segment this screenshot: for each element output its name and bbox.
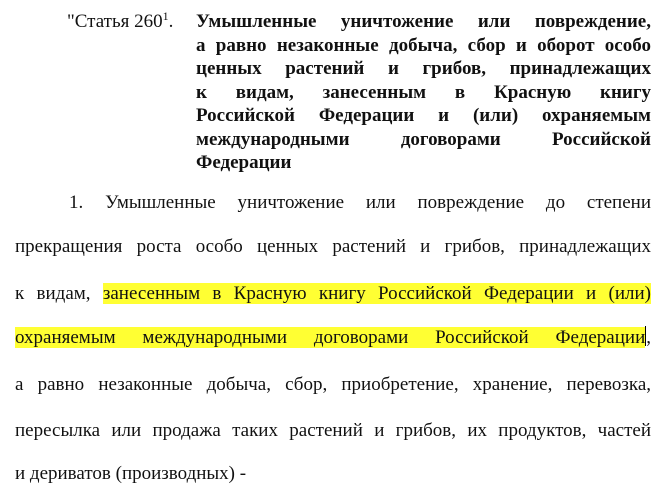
paragraph-line: прекращения роста особо ценных растений и грибов, принадлежащих xyxy=(15,236,651,257)
highlighted-text[interactable]: охраняемым международными договорами Российской Федерации xyxy=(15,327,646,348)
article-number-superscript: 1 xyxy=(162,9,169,23)
heading-line: международными договорами Российской xyxy=(196,128,651,150)
heading-line: а равно незаконные добыча, сбор и оборот особо xyxy=(196,34,651,56)
paragraph-text: , xyxy=(646,327,651,348)
heading-line: Федерации xyxy=(196,152,292,173)
article-number-text: "Статья 260 xyxy=(67,11,163,32)
paragraph-line: 1. Умышленные уничтожение или повреждение до степени xyxy=(69,192,651,213)
paragraph-line-highlighted-start xyxy=(15,281,651,307)
paragraph-line: пересылка или продажа таких растений и грибов, их продуктов, частей xyxy=(15,420,651,441)
paragraph-line: и дериватов (производных) - xyxy=(15,463,247,484)
article-heading xyxy=(196,10,651,175)
article-number-dot: . xyxy=(168,11,174,32)
heading-line: Российской Федерации и (или) охраняемым xyxy=(196,105,651,126)
paragraph-text: к видам, xyxy=(15,283,103,304)
paragraph-line: а равно незаконные добыча, сбор, приобретение, хранение, перевозка, xyxy=(15,374,651,395)
article-number xyxy=(67,10,173,34)
paragraph-line-highlighted xyxy=(15,325,651,351)
heading-line: к видам, занесенным в Красную книгу xyxy=(196,81,651,103)
heading-line: ценных растений и грибов, принадлежащих xyxy=(196,58,651,79)
heading-line: Умышленные уничтожение или повреждение, xyxy=(196,11,651,32)
highlighted-text[interactable]: занесенным в Красную книгу Российской Федерации и (или) xyxy=(102,283,651,304)
